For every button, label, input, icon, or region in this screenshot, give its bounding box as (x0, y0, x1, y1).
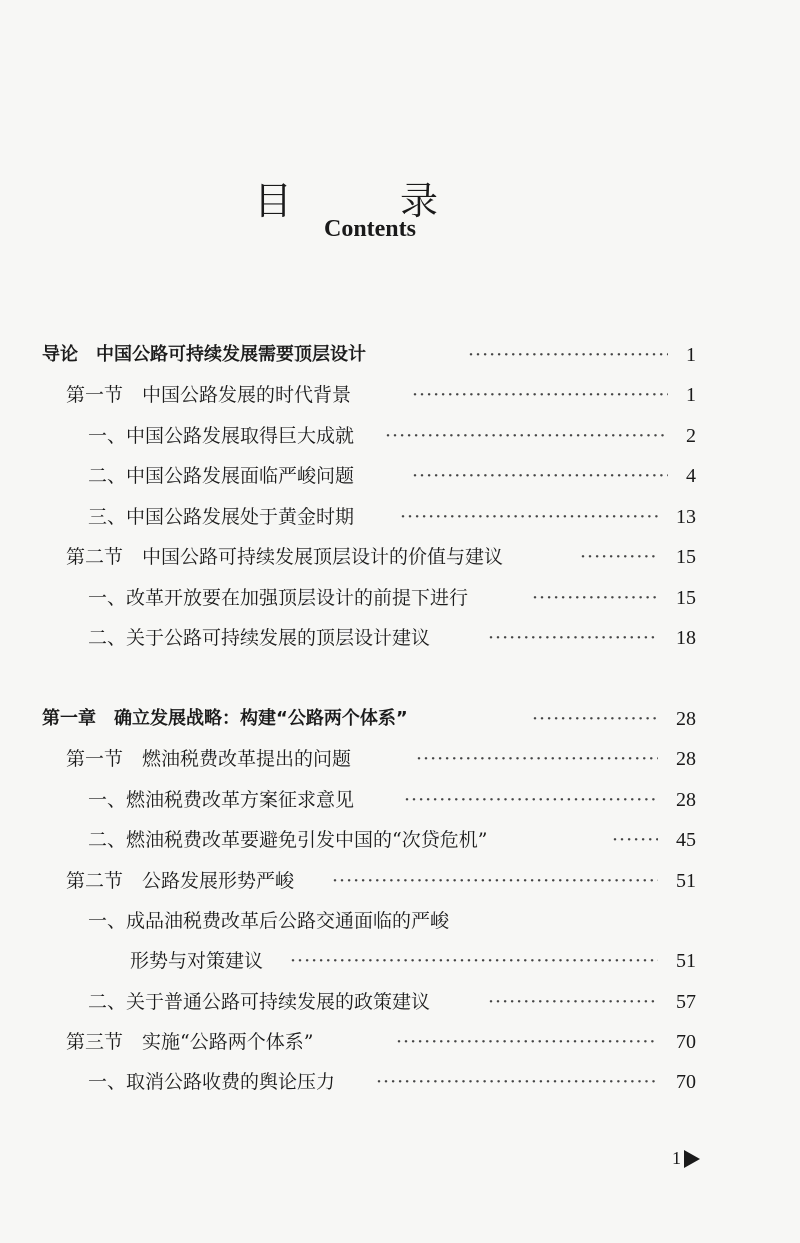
toc-entry-page: 13 (676, 506, 696, 528)
toc-entry (0, 785, 800, 815)
toc-entry (0, 946, 800, 976)
toc-entry (0, 906, 800, 936)
page-title-en: Contents (323, 216, 416, 242)
toc-entry-title: 一、燃油税费改革方案征求意见 (88, 789, 355, 811)
page-number: 1 (672, 1148, 681, 1168)
toc-entry-page: 18 (676, 627, 696, 649)
toc-entry-page: 1 (686, 384, 696, 406)
toc-entry-title: 形势与对策建议 (130, 950, 264, 972)
toc-entry-title: 一、改革开放要在加强顶层设计的前提下进行 (88, 587, 469, 609)
toc-entry (0, 583, 800, 613)
toc-entry-page: 4 (686, 465, 696, 487)
toc-entry-page: 45 (676, 829, 696, 851)
toc-entry (0, 421, 800, 451)
toc-entry (0, 1067, 800, 1097)
toc-entry-page: 28 (676, 708, 696, 730)
toc-entry-page: 57 (676, 991, 696, 1013)
toc-entry-title: 三、中国公路发展处于黄金时期 (88, 506, 355, 528)
toc-entry-title: 一、成品油税费改革后公路交通面临的严峻 (88, 910, 450, 932)
toc-entry-page: 15 (676, 587, 696, 609)
dot-leader (488, 987, 658, 1017)
toc-entry-page: 2 (686, 425, 696, 447)
toc-entry (0, 340, 800, 370)
toc-entry (0, 704, 800, 734)
toc-entry-title: 一、取消公路收费的舆论压力 (88, 1071, 336, 1093)
page-footer (672, 1148, 700, 1169)
toc-entry (0, 1027, 800, 1057)
dot-leader (612, 825, 658, 855)
triangle-right-icon (684, 1150, 700, 1168)
dot-leader (376, 1067, 658, 1097)
dot-leader (400, 502, 658, 532)
dot-leader (332, 866, 658, 896)
toc-entry-page: 15 (676, 546, 696, 568)
toc-entry-page: 51 (676, 950, 696, 972)
toc-entry (0, 987, 800, 1017)
toc-entry (0, 825, 800, 855)
dot-leader (532, 583, 658, 613)
dot-leader (412, 461, 668, 491)
dot-leader (468, 340, 668, 370)
toc-entry-page: 28 (676, 789, 696, 811)
toc-entry-title: 二、关于公路可持续发展的顶层设计建议 (88, 627, 431, 649)
toc-entry (0, 502, 800, 532)
dot-leader (404, 785, 658, 815)
toc-entry-page: 70 (676, 1071, 696, 1093)
toc-entry-page: 51 (676, 870, 696, 892)
toc-entry-title: 二、关于普通公路可持续发展的政策建议 (88, 991, 431, 1013)
toc-entry-title: 第二节 中国公路可持续发展顶层设计的价值与建议 (66, 546, 504, 568)
dot-leader (290, 946, 658, 976)
toc-entry-title: 导论 中国公路可持续发展需要顶层设计 (42, 344, 366, 365)
toc-entry-title: 第一章 确立发展战略：构建“公路两个体系” (42, 708, 408, 729)
toc-entry (0, 866, 800, 896)
toc-entry-page: 1 (686, 344, 696, 366)
toc-entry-title: 第一节 中国公路发展的时代背景 (66, 384, 352, 406)
dot-leader (580, 542, 658, 572)
toc-entry (0, 461, 800, 491)
toc-entry (0, 380, 800, 410)
toc-entry-page: 70 (676, 1031, 696, 1053)
page-title-zh: 目 录 (253, 179, 487, 223)
dot-leader (488, 623, 658, 653)
toc-entry (0, 744, 800, 774)
toc-entry (0, 623, 800, 653)
toc-entry-title: 一、中国公路发展取得巨大成就 (88, 425, 355, 447)
dot-leader (412, 380, 668, 410)
dot-leader (396, 1027, 658, 1057)
dot-leader (416, 744, 658, 774)
toc-entry-title: 二、中国公路发展面临严峻问题 (88, 465, 355, 487)
toc-entry (0, 542, 800, 572)
toc-entry-title: 第三节 实施“公路两个体系” (66, 1031, 314, 1053)
toc-entry-title: 第一节 燃油税费改革提出的问题 (66, 748, 352, 770)
toc-entry-title: 第二节 公路发展形势严峻 (66, 870, 295, 892)
dot-leader (385, 421, 668, 451)
dot-leader (532, 704, 658, 734)
toc-entry-page: 28 (676, 748, 696, 770)
toc-entry-title: 二、燃油税费改革要避免引发中国的“次贷危机” (88, 829, 488, 851)
